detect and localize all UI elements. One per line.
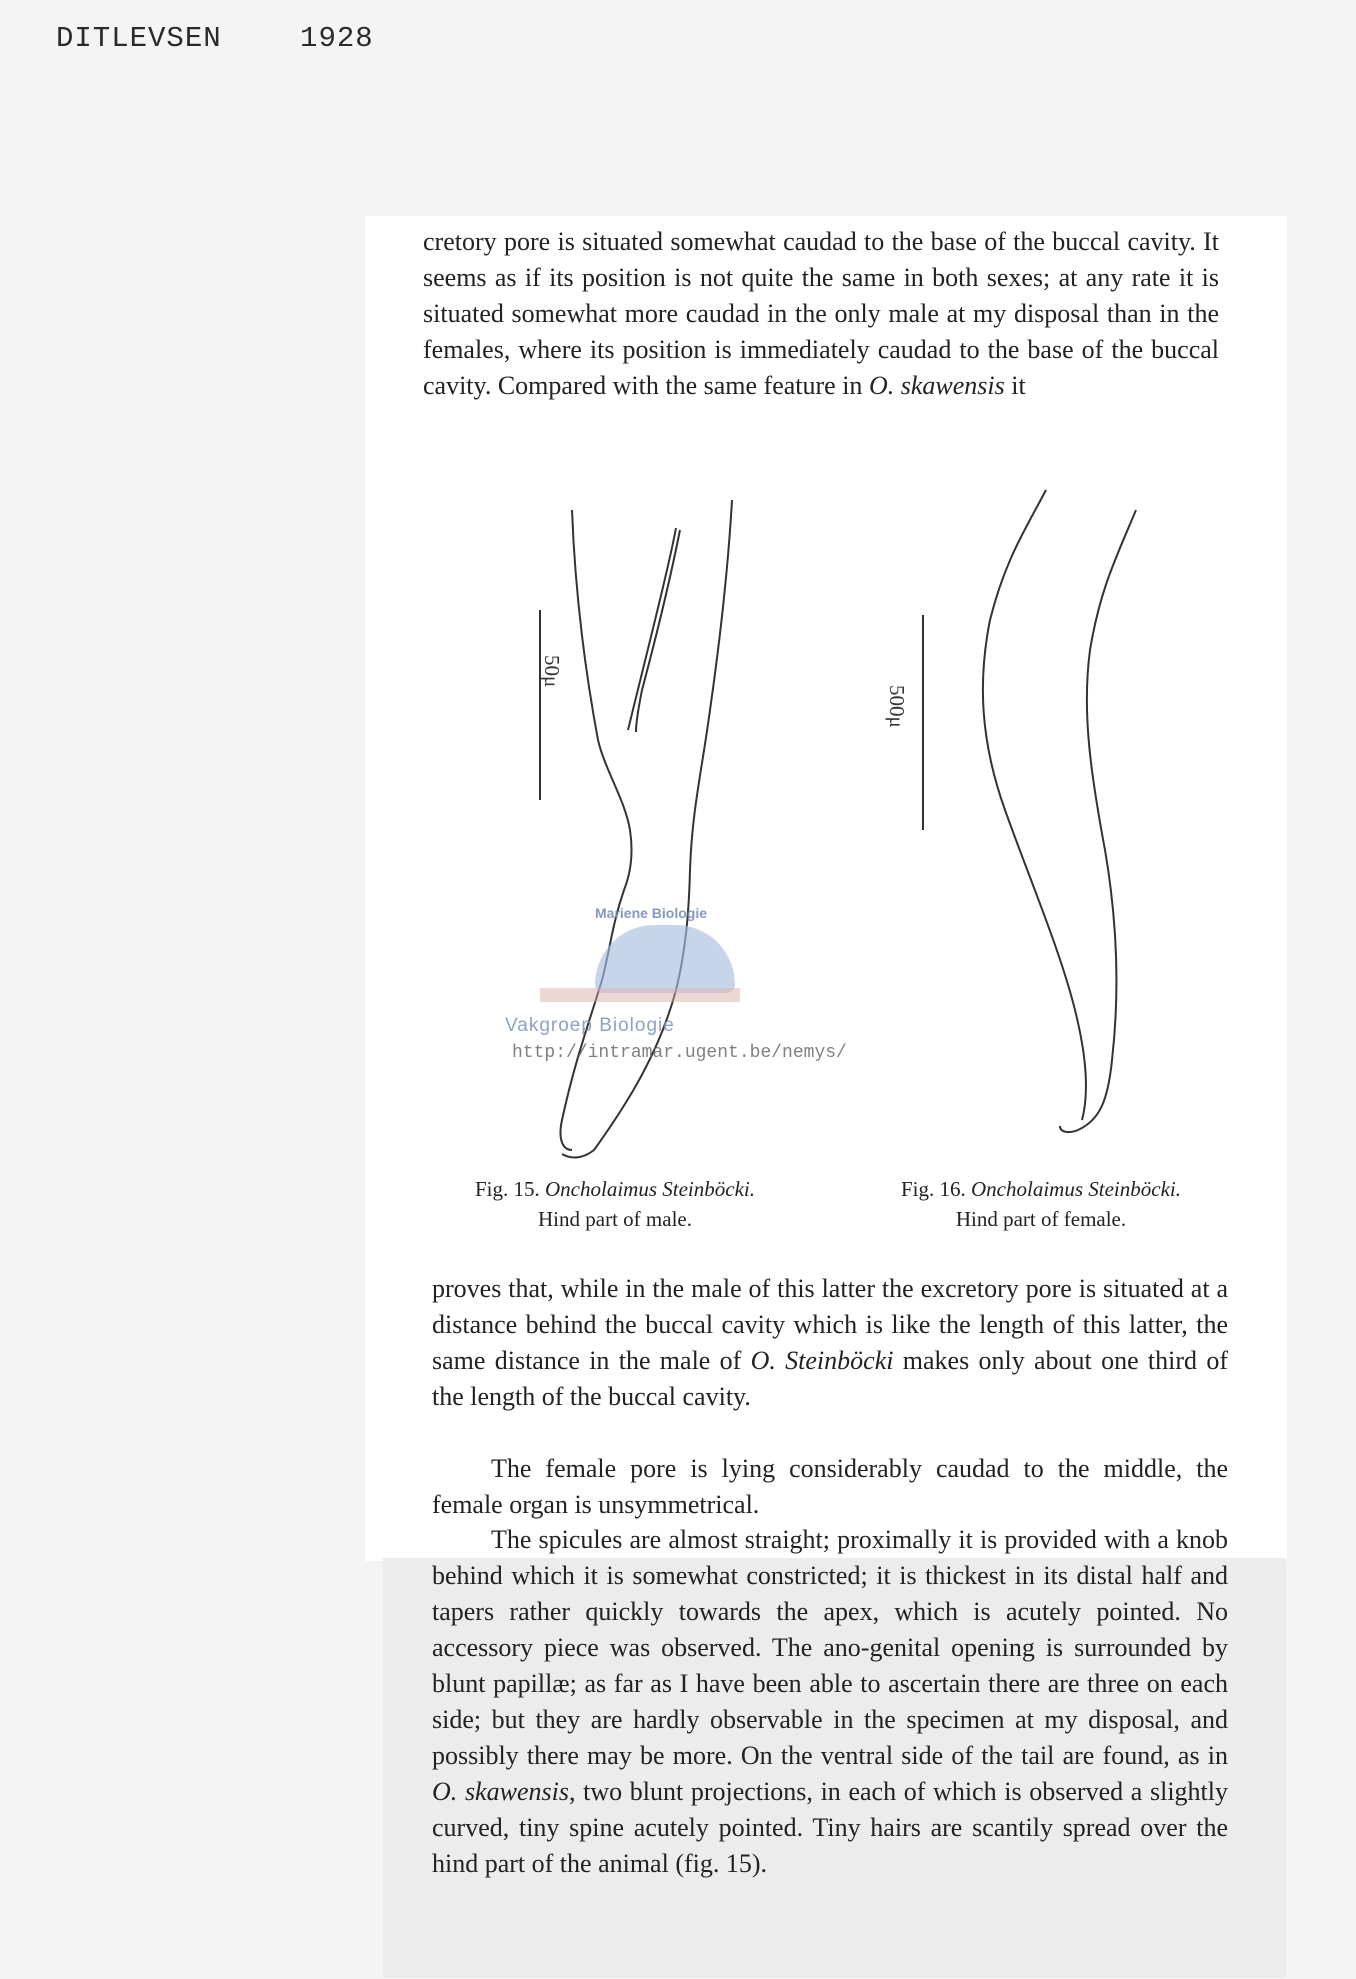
fig15-description: Hind part of male. <box>538 1207 692 1231</box>
paragraph-excretory-pore <box>423 224 1219 404</box>
paragraph-comparison <box>432 1271 1228 1415</box>
p1-text-end: it <box>1004 371 1026 400</box>
header-year: 1928 <box>300 22 374 55</box>
p1-text: cretory pore is situated somewhat caudad to the base of the buccal cavity. It seems as if its position is not quite the same in both sexes; at any rate it is situated somewhat more caudad in the only male at my disposal than in the females, where its position is immediately caudad to the base of the buccal cavity. Compared with the same feature in <box>423 227 1219 400</box>
figure-15-caption <box>425 1174 805 1234</box>
header-author: DITLEVSEN <box>56 22 222 55</box>
paragraph-female-pore: The female pore is lying considerably caudad to the middle, the female organ is unsymmetrical. <box>432 1454 1228 1519</box>
running-header <box>56 22 434 55</box>
p1-species: O. skawensis <box>868 371 1005 400</box>
p2-species: O. Steinböcki <box>750 1346 894 1375</box>
fig16-drawing <box>923 490 1136 1132</box>
watermark-url: http://intramar.ugent.be/nemys/ <box>512 1043 847 1063</box>
watermark-arc-text: Mariene Biologie <box>595 905 708 921</box>
paragraph-spicules <box>432 1522 1228 1882</box>
watermark <box>500 905 847 1075</box>
p4-text-end: , two blunt projections, in each of which is observed a slightly curved, tiny spine acutely pointed. Tiny hairs are scantily spread over the hind part of the animal (fig. 15). <box>432 1777 1228 1878</box>
fig16-species: Oncholaimus Steinböcki. <box>971 1177 1181 1201</box>
p4-text: The spicules are almost straight; proximally it is provided with a knob behind which it is somewhat constricted; it is thickest in its distal half and tapers rather quickly towards the apex, which is acutely pointed. No accessory piece was observed. The ano-genital opening is surrounded by blunt papillæ; as far as I have been able to ascertain there are three on each side; but they are hardly observable in the specimen at my disposal, and possibly there may be more. On the ventral side of the tail are found, as in <box>432 1525 1228 1770</box>
fig15-label: Fig. 15. <box>475 1177 540 1201</box>
p4-species: O. skawensis <box>432 1777 569 1806</box>
p2-text: proves that, while in the male of this latter the excretory pore is situated at a distance behind the buccal cavity which is like the length of this latter, the same distance in the male of <box>432 1274 1228 1375</box>
fig16-description: Hind part of female. <box>955 1207 1127 1231</box>
fig16-scale-label: 500μ <box>885 685 909 728</box>
fig16-outline-right <box>1060 510 1136 1132</box>
fig15-species: Oncholaimus Steinböcki. <box>545 1177 755 1201</box>
watermark-ribbon <box>540 988 740 1002</box>
fig16-label: Fig. 16. <box>901 1177 966 1201</box>
fig16-outline-left <box>983 490 1086 1120</box>
fig15-scale-label: 50μ <box>540 655 564 688</box>
fig15-spicule <box>628 528 680 732</box>
figure-16-caption <box>851 1174 1231 1234</box>
watermark-group-text: Vakgroep Biologie <box>505 1015 675 1036</box>
watermark-shape <box>595 925 735 993</box>
p2-text-end: makes only about one third of the length of the buccal cavity. <box>432 1346 1228 1411</box>
